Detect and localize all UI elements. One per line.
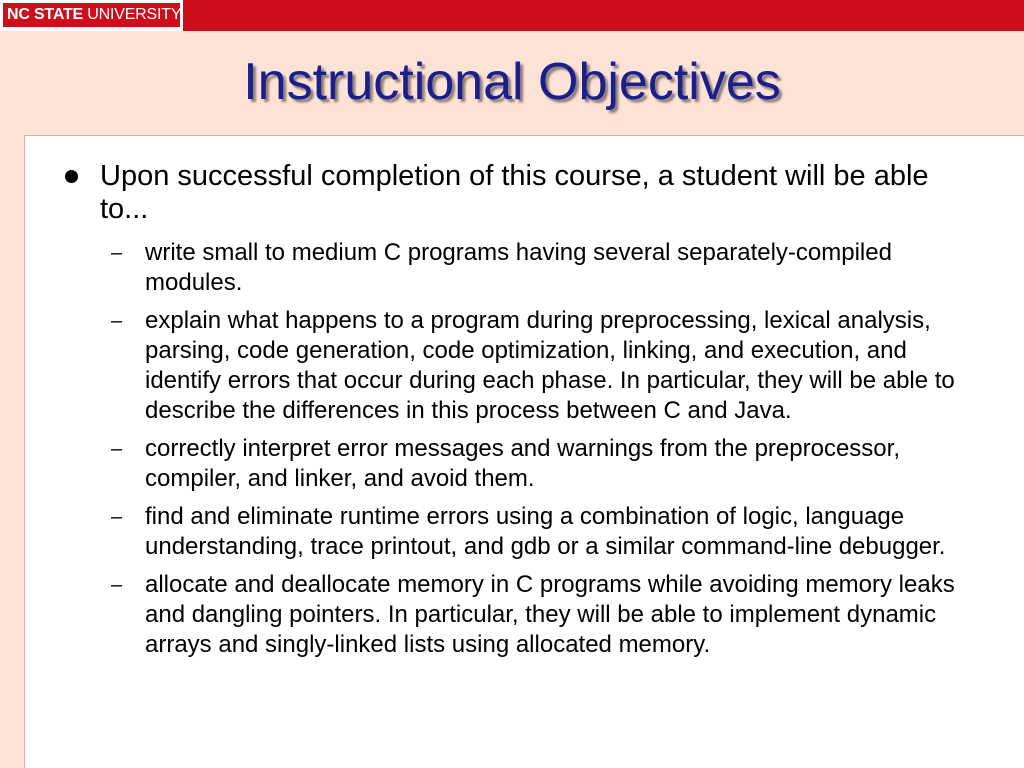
sub-bullet-text: allocate and deallocate memory in C programs while avoiding memory leaks and dangling pointers. In particular, they will be able to implement dynamic arrays and singly-linked lists using allocated memory. — [145, 571, 955, 658]
top-brand-bar — [0, 0, 1024, 31]
sub-bullet-text: write small to medium C programs having several separately-compiled modules. — [145, 239, 892, 296]
logo-light-text: UNIVERSITY — [83, 6, 182, 23]
logo-container — [0, 0, 183, 31]
sub-bullet-text: find and eliminate runtime errors using a combination of logic, language understanding, trace printout, and gdb or a similar command-line debugger. — [145, 503, 946, 560]
sub-bullet-item — [25, 502, 1024, 562]
sub-bullet-text: explain what happens to a program during preprocessing, lexical analysis, parsing, code generation, code optimization, linking, and execution, and identify errors that occur during each phase. In particular, they will be able to describe the differences in this process between C and Java. — [145, 307, 955, 424]
sub-bullet-list — [25, 238, 1024, 668]
logo-bold-text: NC STATE — [7, 6, 84, 23]
sub-bullet-item — [25, 238, 1024, 298]
dash-bullet-icon: – — [111, 310, 123, 332]
sub-bullet-item — [25, 570, 1024, 660]
dash-bullet-icon: – — [111, 506, 123, 528]
sub-bullet-item — [25, 306, 1024, 426]
main-bullet-text: Upon successful completion of this course, a student will be able to... — [100, 160, 929, 225]
bullet-dot-icon — [65, 170, 78, 183]
slide-title: Instructional Objectives — [243, 53, 781, 111]
dash-bullet-icon: – — [111, 574, 123, 596]
sub-bullet-text: correctly interpret error messages and warnings from the preprocessor, compiler, and linker, and avoid them. — [145, 435, 900, 492]
nc-state-logo — [3, 3, 180, 27]
content-panel — [24, 135, 1024, 768]
dash-bullet-icon: – — [111, 438, 123, 460]
dash-bullet-icon: – — [111, 242, 123, 264]
sub-bullet-item — [25, 434, 1024, 494]
